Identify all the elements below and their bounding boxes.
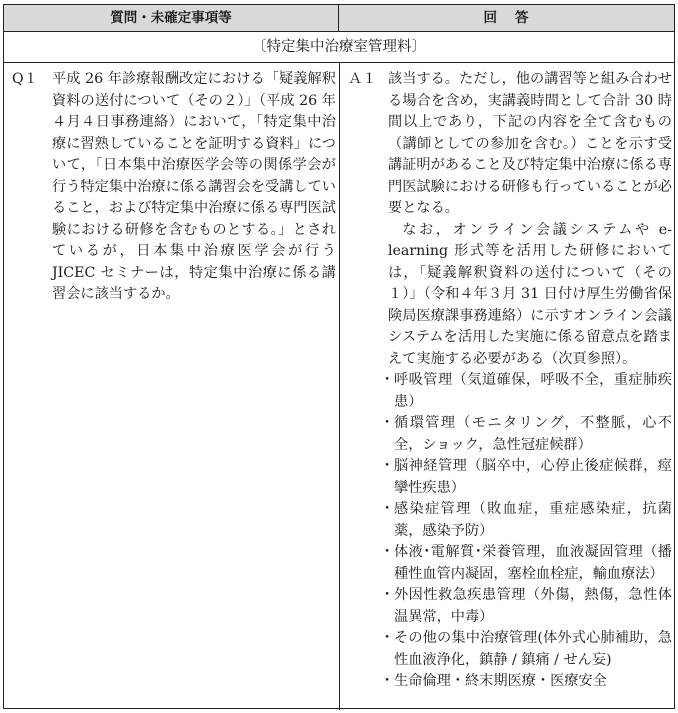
bullet-mark: ・ [380,415,395,431]
list-item: ・ 感染症管理（敗血症，重症感染症，抗菌薬，感染予防） [380,499,672,542]
answer-paragraph-note: なお，オンライン会議システムや e-learning 形式等を活用した研修においては，「疑義解釈資料の送付について（その１）」（令和４年３月 31 日付け厚生労働省保険局医療課事務連絡）に示すオンライン会議システムを活用した実施に係る留意点を踏まえて実施する必要がある（次頁参照）。 [388,221,672,367]
answer-label: Ａ１ [348,71,377,87]
table-header [4,5,674,32]
list-item: ・ 体液･電解質･栄養管理，血液凝固管理（播種性血管内凝固，塞栓血栓症，輸血療法） [380,542,672,585]
bullet-mark: ・ [380,673,395,689]
curriculum-list [380,370,672,693]
bullet-mark: ・ [380,544,395,560]
list-item: ・ 脳神経管理（脳卒中，心停止後症候群，痙攣性疾患） [380,456,672,499]
question-text: 平成 26 年診療報酬改定における「疑義解釈資料の送付について（その２）」（平成 26 年４月４日事務連絡）において，「特定集中治療に習熟していることを証明する資料」について，「日本集中治療医学会等の関係学会が行う特定集中治療に係る講習会を受講していること，および特定集中治療に係る専門医試験における研修を含むものとする。」とされているが，日本集中治療医学会が行う JICEC セミナーは，特定集中治療に係る講習会に該当するか。 [52,71,336,302]
list-item: ・ 生命倫理・終末期医療・医療安全 [380,671,672,693]
question-label: Q１ [12,71,38,87]
bullet-mark: ・ [380,372,395,388]
list-item: ・ 外因性救急疾患管理（外傷，熱傷，急性体温異常，中毒） [380,585,672,628]
qa-table [3,4,675,709]
column-divider [339,63,340,710]
question-cell [12,69,336,306]
answer-column-header: 回答 [483,10,547,26]
answer-cell [348,69,672,693]
list-item: ・ 呼吸管理（気道確保，呼吸不全，重症肺疾患） [380,370,672,413]
list-item: ・ その他の集中治療管理(体外式心肺補助，急性血液浄化，鎮静 / 鎮痛 / せん妄) [380,628,672,671]
bullet-mark: ・ [380,458,395,474]
question-column-header: 質問・未確定事項等 [4,5,339,31]
bullet-mark: ・ [380,630,395,646]
bullet-mark: ・ [380,501,395,517]
answer-paragraph: 該当する。ただし，他の講習等と組み合わせる場合を含め，実講義時間として合計 30 時間以上であり，下記の内容を全て含むもの（講師としての参加を含む。）ことを示す受講証明があること及び特定集中治療に係る専門医試験における研修も行っていることが必要となる。 [388,71,672,216]
list-item: ・ 循環管理（モニタリング，不整脈，心不全，ショック，急性冠症候群） [380,413,672,456]
section-title: 〔特定集中治療室管理料〕 [4,32,674,63]
bullet-mark: ・ [380,587,395,603]
